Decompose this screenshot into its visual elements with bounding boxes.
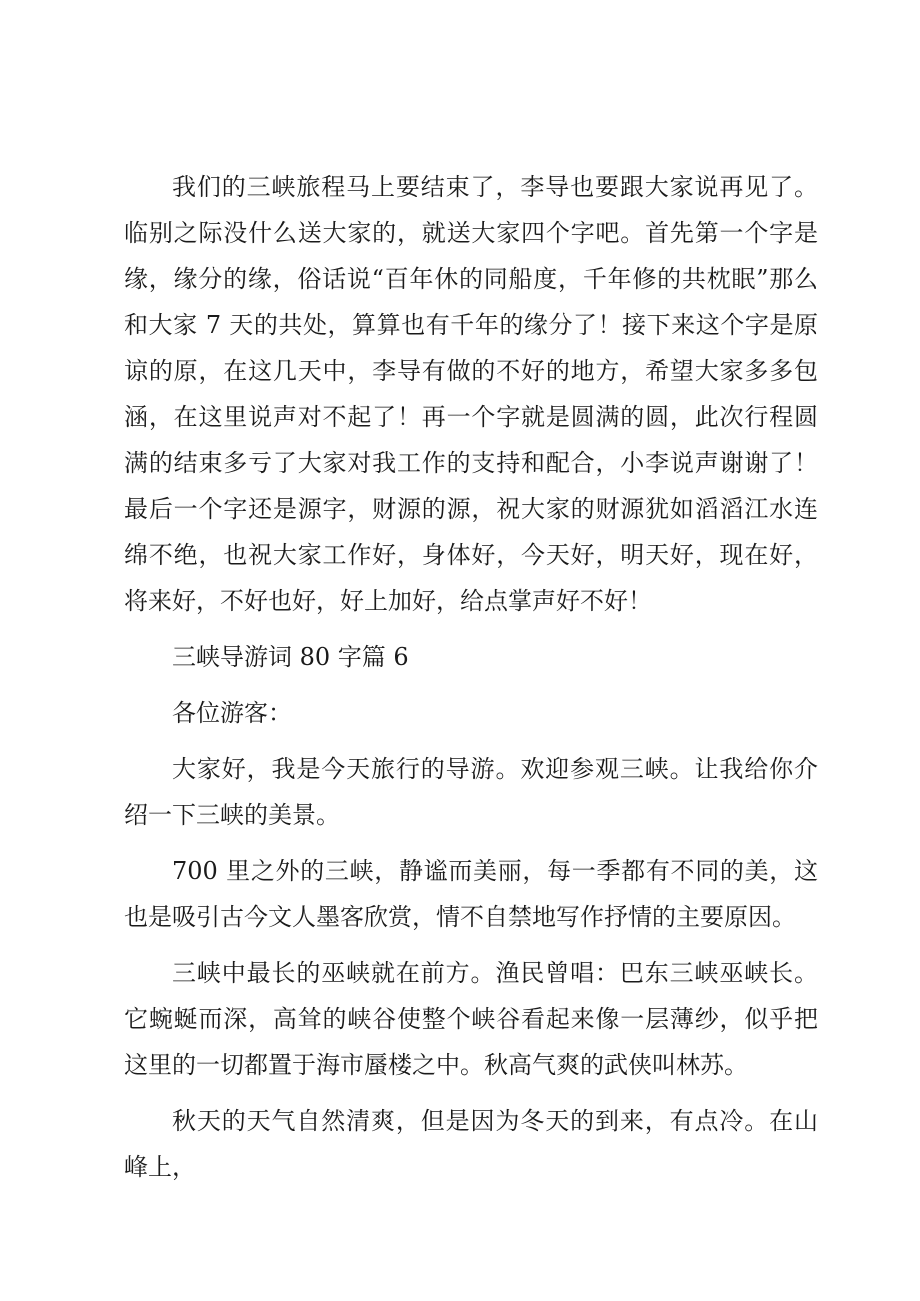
- document-body: [124, 164, 818, 1200]
- paragraph-greeting: 大家好，我是今天旅行的导游。欢迎参观三峡。让我给你介绍一下三峡的美景。: [124, 755, 818, 829]
- paragraph-farewell: 我们的三峡旅程马上要结束了，李导也要跟大家说再见了。临别之际没什么送大家的，就送大家四个字吧。首先第一个字是缘，缘分的缘，俗话说“百年休的同船度，千年修的共枕眠”那么和大家 7 天的共处，算算也有千年的缘分了！接下来这个字是原谅的原，在这几天中，李导有做的不好的地方，希望大家多多包涵，在这里说声对不起了！再一个字就是圆满的圆，此次行程圆满的结束多亏了大家对我工作的支持和配合，小李说声谢谢了！最后一个字还是源字，财源的源，祝大家的财源犹如滔滔江水连绵不绝，也祝大家工作好，身体好，今天好，明天好，现在好，将来好，不好也好，好上加好，给点掌声好不好！: [124, 173, 818, 615]
- paragraph-three-gorges: 700 里之外的三峡，静谧而美丽，每一季都有不同的美，这也是吸引古今文人墨客欣赏，情不自禁地写作抒情的主要原因。: [124, 857, 818, 931]
- salutation: 各位游客：: [172, 699, 292, 727]
- paragraph-autumn: 秋天的天气自然清爽，但是因为冬天的到来，有点冷。在山峰上，: [124, 1107, 818, 1181]
- paragraph-wu-gorge: 三峡中最长的巫峡就在前方。渔民曾唱：巴东三峡巫峡长。它蜿蜒而深，高耸的峡谷使整个峡谷看起来像一层薄纱，似乎把这里的一切都置于海市蜃楼之中。秋高气爽的武侠叫林苏。: [124, 959, 818, 1079]
- section-heading: 三峡导游词 80 字篇 6: [172, 643, 409, 671]
